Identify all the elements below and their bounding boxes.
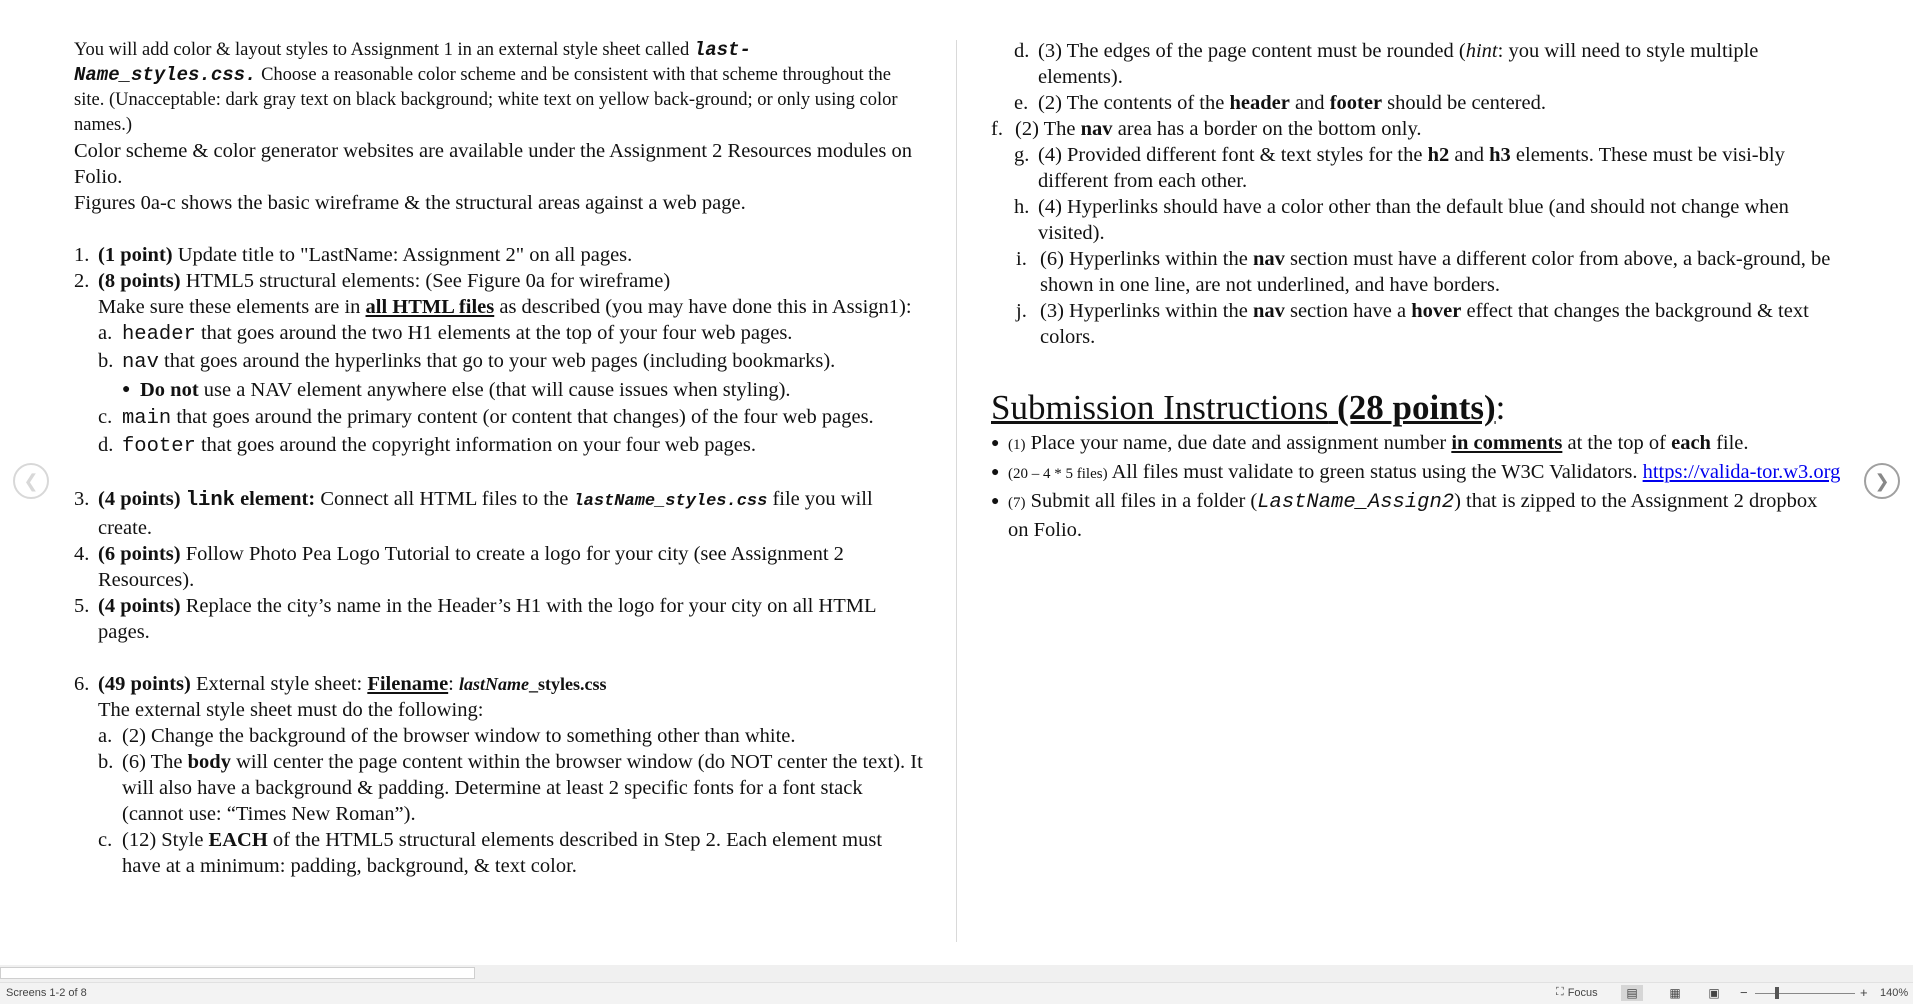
sub-item-letter: d.: [98, 434, 114, 456]
item-6-intro: The external style sheet must do the following:: [98, 699, 484, 721]
item-points: (6 points): [98, 543, 181, 565]
submission-heading-text: Submission Instructions (28 points): [991, 388, 1496, 427]
bullet-points: (1): [1008, 437, 1026, 453]
sub-item-text: that goes around the two H1 elements at the top of your four web pages.: [195, 322, 793, 344]
sub-item-text-mid: and: [1449, 144, 1490, 166]
sub-item-text-2: area has a border on the bottom only.: [1112, 118, 1422, 140]
item-text: as described (you may have done this in Assign1):: [494, 296, 912, 318]
bullet-icon: ●: [991, 494, 1000, 509]
filename-term: lastName_styles.css: [573, 492, 768, 511]
item-text: Follow Photo Pea Logo Tutorial to create a logo for your city (see Assignment 2 Resources).: [98, 543, 844, 591]
hint-text: hint: [1465, 40, 1498, 62]
code-term: nav: [122, 351, 159, 374]
sub-item-text: (12) Style: [122, 829, 209, 851]
sub-item-letter: a.: [98, 322, 113, 344]
bullet-text: Submit all files in a folder (: [1025, 490, 1258, 512]
web-layout-icon: ▣: [1708, 986, 1720, 1000]
emphasis-text: EACH: [208, 829, 268, 851]
emphasis-text: nav: [1080, 118, 1113, 140]
focus-icon: ⛶: [1556, 986, 1564, 998]
chevron-left-icon[interactable]: ❮: [13, 463, 49, 499]
sub-item-text-2: effect that changes the background & text colors.: [1040, 300, 1809, 348]
sub-item-text-2: will center the page content within the browser window (do NOT center the text). It will also have a background & padding. Determine at least 2 specific fonts for a font stack (cannot use: “Times New Roman”).: [122, 751, 923, 825]
intro-text-2: Choose a reasonable color scheme and be consistent with that scheme throughout the site. (Unacceptable: dark gray text on black background; white text on yellow back-ground; or only using color names.): [74, 65, 898, 135]
zoom-in-button[interactable]: +: [1860, 985, 1868, 1000]
item-3: [74, 486, 924, 541]
bullet-text-2: ) that is zipped to the Assignment 2 dropbox on Folio.: [1008, 490, 1818, 541]
code-term: link: [185, 489, 235, 512]
item-text: Replace the city’s name in the Header’s H1 with the logo for your city on all HTML pages.: [98, 595, 876, 643]
sub-item-letter: j.: [1016, 300, 1027, 322]
code-term: footer: [122, 435, 196, 458]
sub-item-letter: h.: [1014, 196, 1030, 218]
validator-link[interactable]: https://valida-tor.w3.org: [1642, 461, 1841, 483]
left-page-column: [74, 38, 924, 879]
item-6c: [98, 827, 924, 879]
submission-bullet-2: [991, 459, 1841, 488]
emphasis-text: h2: [1427, 144, 1450, 166]
emphasis-text-2: each: [1671, 432, 1711, 454]
sub-item-text: (2) Change the background of the browser window to something other than white.: [122, 725, 796, 747]
zoom-out-button[interactable]: −: [1740, 985, 1748, 1000]
item-number: 1.: [74, 244, 90, 266]
sub-item-letter: c.: [98, 829, 113, 851]
item-text: External style sheet:: [190, 673, 368, 695]
item-1: [74, 242, 924, 268]
scrollbar-thumb[interactable]: [0, 967, 475, 979]
item-text: HTML5 structural elements: (See Figure 0a for wireframe): [180, 270, 671, 292]
item-6i: [1016, 246, 1841, 298]
bullet-points: (7): [1008, 495, 1026, 511]
read-mode-button[interactable]: [1621, 985, 1643, 1001]
print-layout-icon: ▦: [1669, 986, 1681, 1000]
filename-rest: _styles.css: [529, 674, 607, 694]
item-4: [74, 541, 924, 593]
sub-item-text: (4) Hyperlinks should have a color other than the default blue (and should not change when visited).: [1038, 196, 1789, 244]
sub-item-letter: i.: [1016, 248, 1027, 270]
item-2a: [98, 320, 924, 348]
item-text: Update title to "LastName: Assignment 2" on all pages.: [172, 244, 633, 266]
sub-item-text: that goes around the hyperlinks that go to your web pages (including bookmarks).: [158, 350, 836, 372]
heading-colon: :: [1495, 388, 1506, 427]
intro-paragraph-1: [74, 38, 924, 138]
intro-paragraph-3: Figures 0a-c shows the basic wireframe & the structural areas against a web page.: [74, 192, 746, 214]
item-points: (4 points): [98, 488, 181, 510]
item-text-2: file you will create.: [98, 488, 873, 539]
bullet-text: All files must validate to green status using the W3C Validators.: [1107, 461, 1643, 483]
focus-label: Focus: [1567, 986, 1598, 999]
sub-item-text: (4) Provided different font & text styles for the: [1038, 144, 1428, 166]
chevron-right-icon[interactable]: ❯: [1864, 463, 1900, 499]
item-points: (4 points): [98, 595, 181, 617]
zoom-slider-thumb[interactable]: [1775, 987, 1779, 999]
sub-item-letter: f.: [991, 118, 1003, 140]
submission-points: (28 points): [1328, 388, 1496, 427]
item-2: [74, 268, 924, 294]
filename-label: Filename: [367, 673, 449, 695]
zoom-slider[interactable]: [1755, 993, 1855, 994]
item-number: 4.: [74, 543, 90, 565]
item-6a: [98, 723, 924, 749]
filename-italic: lastName: [459, 674, 529, 694]
bullet-points: (20 – 4 * 5 files): [1008, 466, 1108, 482]
sub-item-text: (6) Hyperlinks within the: [1040, 248, 1253, 270]
item-6j: [1016, 298, 1841, 350]
sub-item-letter: b.: [98, 350, 114, 372]
emphasis-text: body: [187, 751, 231, 773]
code-term: main: [122, 407, 172, 430]
sub-item-text-2: of the HTML5 structural elements described in Step 2. Each element must have at a minimum: padding, background, & text color.: [122, 829, 883, 877]
emphasis-text: nav: [1252, 300, 1285, 322]
sub-item-letter: c.: [98, 406, 113, 428]
submission-bullet-1: [991, 430, 1841, 459]
code-term: header: [122, 323, 196, 346]
item-6g: [1014, 142, 1841, 194]
item-2-instructions: [98, 294, 924, 320]
page-count[interactable]: Screens 1-2 of 8: [6, 987, 87, 999]
sub-item-text: that goes around the copyright information on your four web pages.: [195, 434, 757, 456]
emphasis-text: nav: [1252, 248, 1285, 270]
bullet-text-2: at the top of: [1562, 432, 1672, 454]
bullet-text: use a NAV element anywhere else (that will cause issues when styling).: [198, 379, 791, 401]
bullet-text: Place your name, due date and assignment number: [1025, 432, 1452, 454]
item-6f: [991, 116, 1841, 142]
item-2d: [98, 432, 924, 460]
bullet-icon: ●: [991, 465, 1000, 480]
item-5: [74, 593, 924, 645]
sub-item-text: (3) The edges of the page content must be rounded (: [1038, 40, 1466, 62]
sub-item-text: (3) Hyperlinks within the: [1040, 300, 1253, 322]
intro-paragraph-2: Color scheme & color generator websites are available under the Assignment 2 Resources modules on Folio.: [74, 140, 912, 188]
print-layout-button[interactable]: [1664, 985, 1686, 1001]
item-2c: [98, 404, 924, 432]
item-points: (8 points): [98, 270, 181, 292]
sub-item-text-2: should be centered.: [1382, 92, 1546, 114]
item-number: 5.: [74, 595, 90, 617]
sub-item-letter: a.: [98, 725, 113, 747]
emphasis-text: in comments: [1451, 432, 1563, 454]
intro-filename: last-Name_styles.css.: [74, 39, 751, 86]
sub-item-text-2: elements. These must be visi-bly different from each other.: [1038, 144, 1785, 192]
sub-item-text: (2) The contents of the: [1038, 92, 1230, 114]
item-number: 6.: [74, 673, 90, 695]
sub-item-text-2: section must have a different color from above, a back-ground, be shown in one line, are not underlined, and have borders.: [1040, 248, 1831, 296]
item-6b: [98, 749, 924, 827]
item-6: [74, 671, 924, 697]
sub-item-text: that goes around the primary content (or content that changes) of the four web pages.: [171, 406, 874, 428]
item-2b: [98, 348, 924, 376]
zoom-level[interactable]: 140%: [1880, 987, 1909, 999]
item-6d: [1014, 38, 1841, 90]
sub-item-text-mid: section have a: [1284, 300, 1412, 322]
folder-name: LastName_Assign2: [1257, 491, 1455, 514]
colon: :: [448, 673, 459, 695]
column-divider: [956, 40, 957, 942]
item-6e: [1014, 90, 1841, 116]
item-text: Make sure these elements are in: [98, 296, 366, 318]
emphasis-text-2: hover: [1411, 300, 1462, 322]
item-points: (1 point): [98, 244, 173, 266]
item-6h: [1014, 194, 1841, 246]
emphasis-text-2: h3: [1489, 144, 1511, 166]
sub-item-letter: e.: [1014, 92, 1029, 114]
emphasis-text: header: [1229, 92, 1290, 114]
focus-button[interactable]: [1556, 986, 1598, 999]
bullet-icon: ●: [991, 436, 1000, 451]
horizontal-scrollbar[interactable]: [0, 965, 1913, 982]
sub-item-text-mid: and: [1289, 92, 1330, 114]
bullet-text-3: file.: [1710, 432, 1749, 454]
item-label: element:: [234, 488, 316, 510]
sub-item-text: (2) The: [1015, 118, 1081, 140]
item-2b-bullet: [122, 376, 924, 404]
emphasis-text: all HTML files: [365, 296, 495, 318]
right-page-column: [991, 38, 1841, 544]
intro-text: You will add color & layout styles to Assignment 1 in an external style sheet called: [74, 40, 694, 60]
web-layout-button[interactable]: [1703, 985, 1725, 1001]
item-number: 2.: [74, 270, 90, 292]
bullet-icon: ●: [122, 382, 131, 397]
submission-heading: [991, 386, 1841, 430]
status-bar: [0, 982, 1913, 1004]
emphasis-text-2: footer: [1329, 92, 1383, 114]
sub-item-text-2: : you will need to style multiple elements).: [1038, 40, 1759, 88]
emphasis-text: Do not: [140, 379, 199, 401]
item-text: Connect all HTML files to the: [315, 488, 574, 510]
submission-bullet-3: [991, 488, 1841, 544]
sub-item-letter: b.: [98, 751, 114, 773]
item-points: (49 points): [98, 673, 191, 695]
sub-item-letter: g.: [1014, 144, 1030, 166]
sub-item-text: (6) The: [122, 751, 188, 773]
read-mode-icon: ▤: [1626, 986, 1638, 1000]
sub-item-letter: d.: [1014, 40, 1030, 62]
item-number: 3.: [74, 488, 90, 510]
